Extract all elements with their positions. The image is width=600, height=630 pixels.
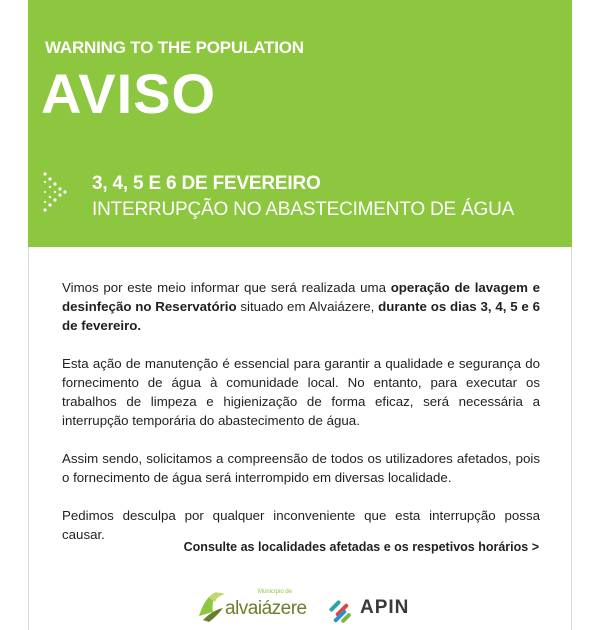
p1-text-a: Vimos por este meio informar que será realizada uma	[62, 280, 391, 295]
p1-bold-b: operação de lavagem e desinfeção no Reservatório	[62, 280, 540, 314]
paragraph-3: Assim sendo, solicitamos a compreensão de todos os utilizadores afetados, pois o fornecimento de água será interrompido em diversas localidade.	[62, 451, 540, 485]
paragraph-4: Pedimos desculpa por qualquer inconveniente que esta interrupção possa causar.	[62, 508, 540, 542]
banner-kicker: WARNING TO THE POPULATION	[45, 38, 304, 57]
p1-bold-d: durante os dias 3, 4, 5 e 6 de fevereiro.	[62, 299, 540, 333]
banner-subtitle: INTERRUPÇÃO NO ABASTECIMENTO DE ÁGUA	[92, 199, 515, 220]
apin-logo-icon	[326, 594, 356, 624]
p1-text-c: situado em Alvaiázere,	[236, 299, 379, 314]
banner-headline: AVISO	[41, 62, 217, 125]
chevron-arrows-icon	[41, 170, 71, 214]
notice-body	[62, 278, 540, 563]
paragraph-1	[62, 278, 540, 335]
apin-label: APIN	[360, 597, 410, 618]
banner-dates: 3, 4, 5 E 6 DE FEVEREIRO	[92, 173, 321, 194]
alvaiazere-label: alvaiázere	[225, 598, 307, 619]
paragraph-2: Esta ação de manutenção é essencial para garantir a qualidade e segurança do fornecimento de água à comunidade local. No entanto, para executar os trabalhos de limpeza e higienização de forma eficaz, será necessária a interrupção temporária do abastecimento de água.	[62, 356, 540, 428]
affected-locations-link[interactable]: Consulte as localidades afetadas e os respetivos horários >	[183, 540, 539, 554]
alvaiazere-small-label: Município de	[258, 589, 293, 595]
